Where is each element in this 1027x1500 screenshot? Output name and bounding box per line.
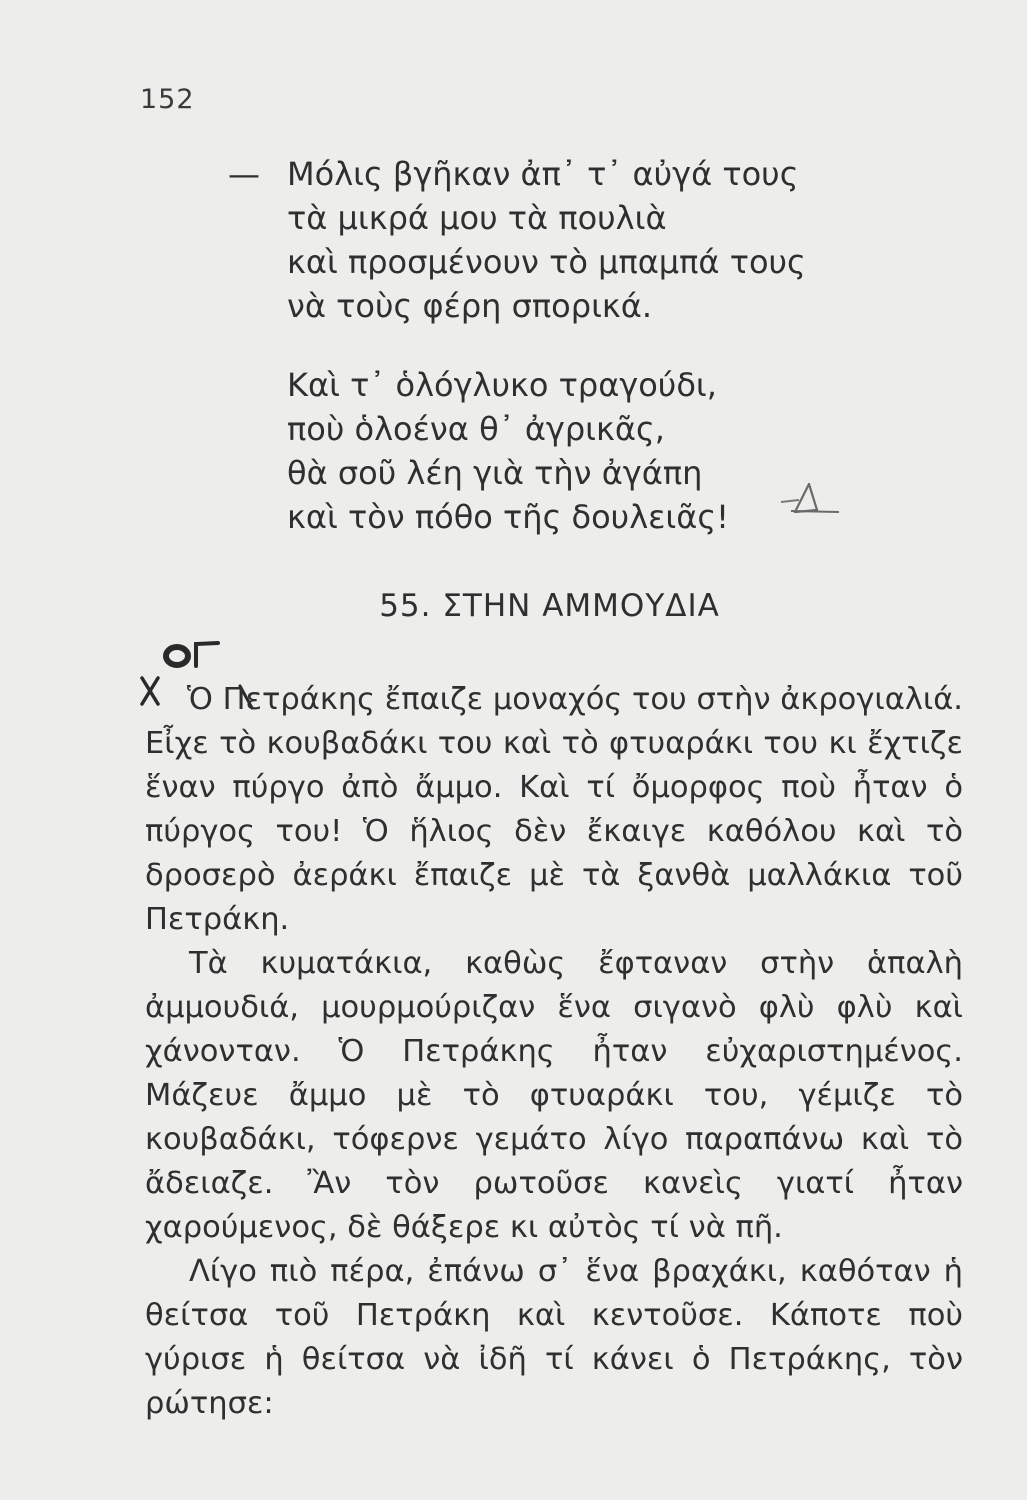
handwritten-delta-mark xyxy=(777,478,847,518)
poem-line: τὰ μικρά μου τὰ πουλιὰ xyxy=(287,199,667,237)
paragraph: Λίγο πιὸ πέρα, ἐπάνω σ᾿ ἕνα βραχάκι, καθόταν ἡ θείτσα τοῦ Πετράκη καὶ κεντοῦσε. Κάποτε ποὺ γύρισε ἡ θείτσα νὰ ἰδῆ τί κάνει ὁ Πετράκης, τὸν ρώτησε: xyxy=(145,1254,963,1421)
section-title: 55. ΣΤΗΝ ΑΜΜΟΥΔΙΑ xyxy=(379,588,720,624)
poem-line: νὰ τοὺς φέρη σπορικά. xyxy=(287,287,653,325)
poem-line-text: Μόλις βγῆκαν ἀπ᾿ τ᾿ αὐγά τους xyxy=(287,155,799,193)
paragraph: Ὁ Πετράκης ἔπαιζε μοναχός του στὴν ἀκρογιαλιά. Εἶχε τὸ κουβαδάκι του καὶ τὸ φτυαράκι του κι ἔχτιζε ἕναν πύργο ἀπὸ ἄμμο. Καὶ τί ὄμορφος ποὺ ἦταν ὁ πύργος του! Ὁ ἥλιος δὲν ἔκαιγε καθόλου καὶ τὸ δροσερὸ ἀεράκι ἔπαιζε μὲ τὰ ξανθὰ μαλλάκια τοῦ Πετράκη. xyxy=(145,682,963,937)
poem-line: Καὶ τ᾿ ὁλόγλυκο τραγούδι, xyxy=(287,366,717,404)
em-dash: — xyxy=(228,155,260,193)
poem-stanza-1 xyxy=(228,152,928,328)
poem-line: θὰ σοῦ λέη γιὰ τὴν ἀγάπη xyxy=(287,454,703,492)
poem-line: ποὺ ὁλοένα θ᾿ ἀγρικᾶς, xyxy=(287,410,665,448)
poem-line: καὶ τὸν πόθο τῆς δουλειᾶς! xyxy=(287,498,729,536)
story-text xyxy=(145,678,963,1426)
poem-line xyxy=(228,152,928,196)
page-number: 152 xyxy=(140,84,195,115)
poem-line: καὶ προσμένουν τὸ μπαμπά τους xyxy=(287,243,806,281)
paragraph: Τὰ κυματάκια, καθὼς ἔφταναν στὴν ἁπαλὴ ἀμμουδιά, μουρμούριζαν ἕνα σιγανὸ φλὺ φλὺ καὶ χάνονταν. Ὁ Πετράκης ἦταν εὐχαριστημένος. Μάζευε ἄμμο μὲ τὸ φτυαράκι του, γέμιζε τὸ κουβαδάκι, τόφερνε γεμάτο λίγο παραπάνω καὶ τὸ ἄδειαζε. Ἂν τὸν ρωτοῦσε κανεὶς γιατί ἦταν χαρούμενος, δὲ θάξερε κι αὐτὸς τί νὰ πῆ. xyxy=(145,946,963,1245)
